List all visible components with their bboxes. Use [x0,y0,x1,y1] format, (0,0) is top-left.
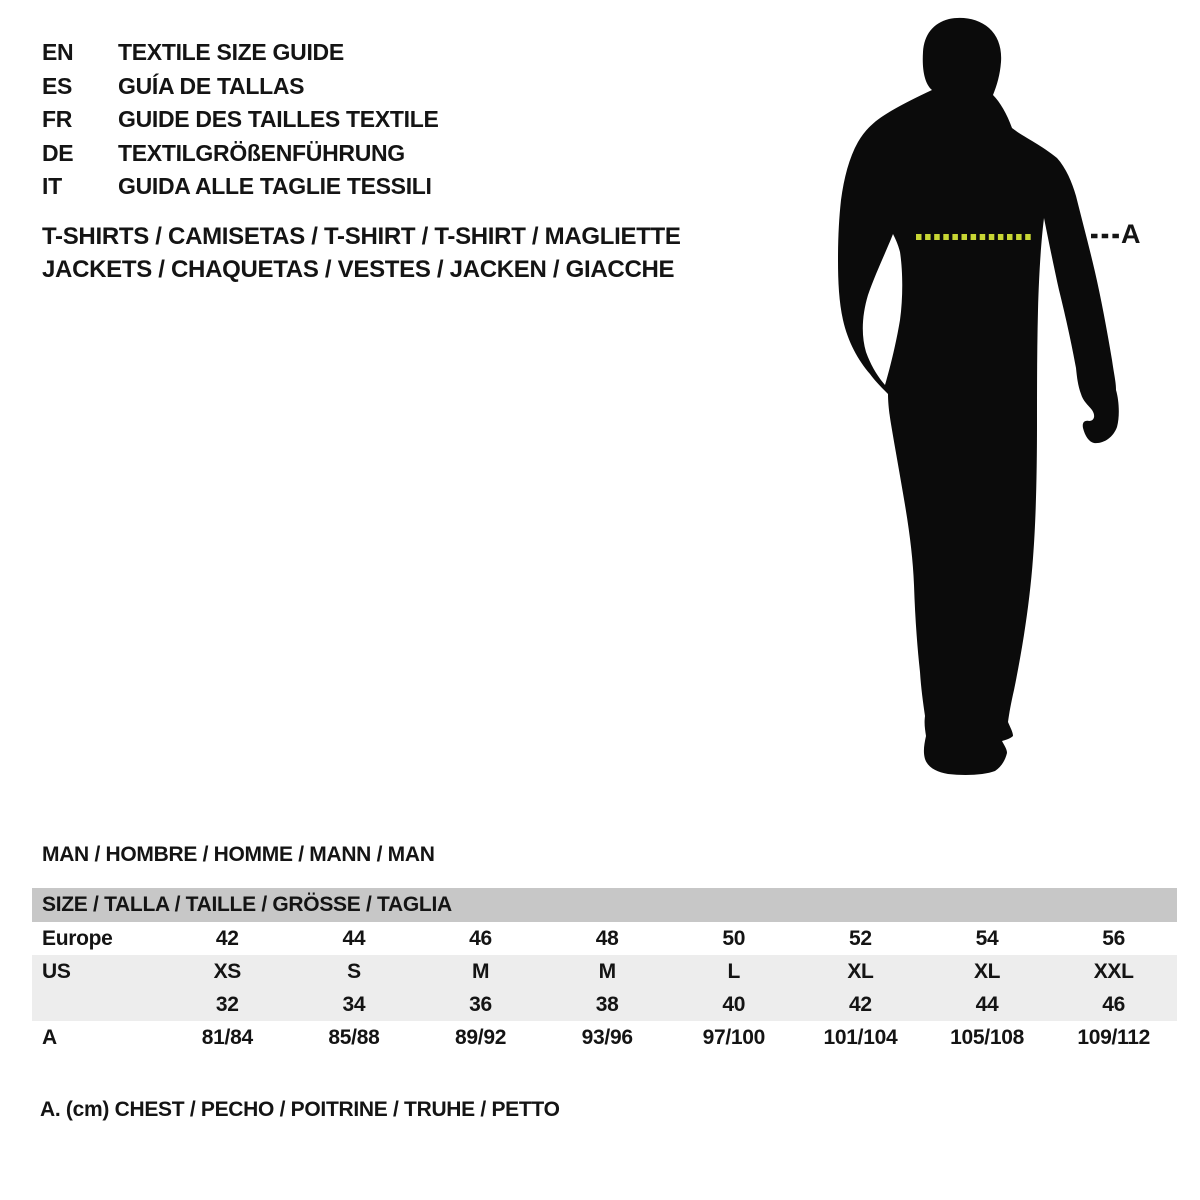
size-cell: 101/104 [823,1025,898,1049]
size-cell: 34 [342,992,366,1016]
size-cell: M [598,959,616,983]
size-cell: XS [213,959,242,983]
language-title: TEXTILGRÖßENFÜHRUNG [118,139,405,166]
row-label: US [42,959,71,983]
language-code: EN [42,39,74,65]
size-cell: 42 [215,926,239,950]
language-title: GUIDA ALLE TAGLIE TESSILI [118,173,432,199]
language-title: GUIDE DES TAILLES TEXTILE [118,106,439,132]
size-cell: 46 [1102,992,1126,1016]
size-cell: M [471,959,490,983]
size-cell: 42 [849,992,872,1016]
size-cell: S [347,959,361,983]
table-row-numeric [32,988,1177,1021]
category-line-jackets: JACKETS / CHAQUETAS / VESTES / JACKEN / GIACCHE [42,256,675,283]
size-cell: 40 [722,992,746,1016]
language-row [42,103,439,137]
man-silhouette [820,0,1140,800]
table-row-europe [32,922,1177,955]
man-body-shape [838,18,1119,775]
measure-footnote: A. (cm) CHEST / PECHO / POITRINE / TRUHE / PETTO [40,1098,560,1121]
size-cell: 93/96 [581,1025,633,1049]
size-cell: XL [847,959,874,983]
size-cell: 97/100 [702,1025,766,1049]
size-cell: 36 [469,992,492,1016]
measure-label-a: A [1121,219,1141,249]
language-code: IT [42,173,62,199]
size-cell: 48 [595,926,619,950]
language-row [42,137,439,171]
size-table [32,888,1177,1054]
language-code: ES [42,72,73,99]
language-row [42,170,439,204]
size-cell: 52 [849,926,872,950]
language-row [42,70,439,104]
language-code: DE [42,139,74,166]
table-row-us [32,955,1177,988]
size-cell: 46 [469,926,492,950]
size-table-header: SIZE / TALLA / TAILLE / GRÖSSE / TAGLIA [32,888,1177,922]
size-cell: 50 [722,926,746,950]
size-cell: 109/112 [1077,1025,1151,1049]
table-row-chest-cm [32,1021,1177,1054]
size-cell: 44 [342,926,366,950]
language-row [42,36,439,70]
size-cell: L [727,959,741,983]
size-cell: 56 [1102,926,1126,950]
row-label: Europe [42,926,113,950]
size-cell: XL [973,959,1001,983]
row-label: A [42,1025,57,1049]
size-cell: 32 [215,992,239,1016]
language-title: GUÍA DE TALLAS [118,72,305,99]
language-code: FR [42,106,73,132]
size-cell: 38 [595,992,619,1016]
size-cell: 54 [975,926,999,950]
size-cell: 89/92 [455,1025,507,1049]
size-cell: XXL [1093,959,1134,983]
size-cell: 105/108 [950,1025,1024,1049]
size-cell: 81/84 [201,1025,253,1049]
language-title: TEXTILE SIZE GUIDE [118,39,344,65]
section-title-man: MAN / HOMBRE / HOMME / MANN / MAN [42,843,435,866]
language-list [42,36,439,204]
size-cell: 44 [975,992,999,1016]
size-cell: 85/88 [328,1025,380,1049]
category-lines [42,220,681,286]
category-line-tshirts: T-SHIRTS / CAMISETAS / T-SHIRT / T-SHIRT / MAGLIETTE [42,223,681,250]
